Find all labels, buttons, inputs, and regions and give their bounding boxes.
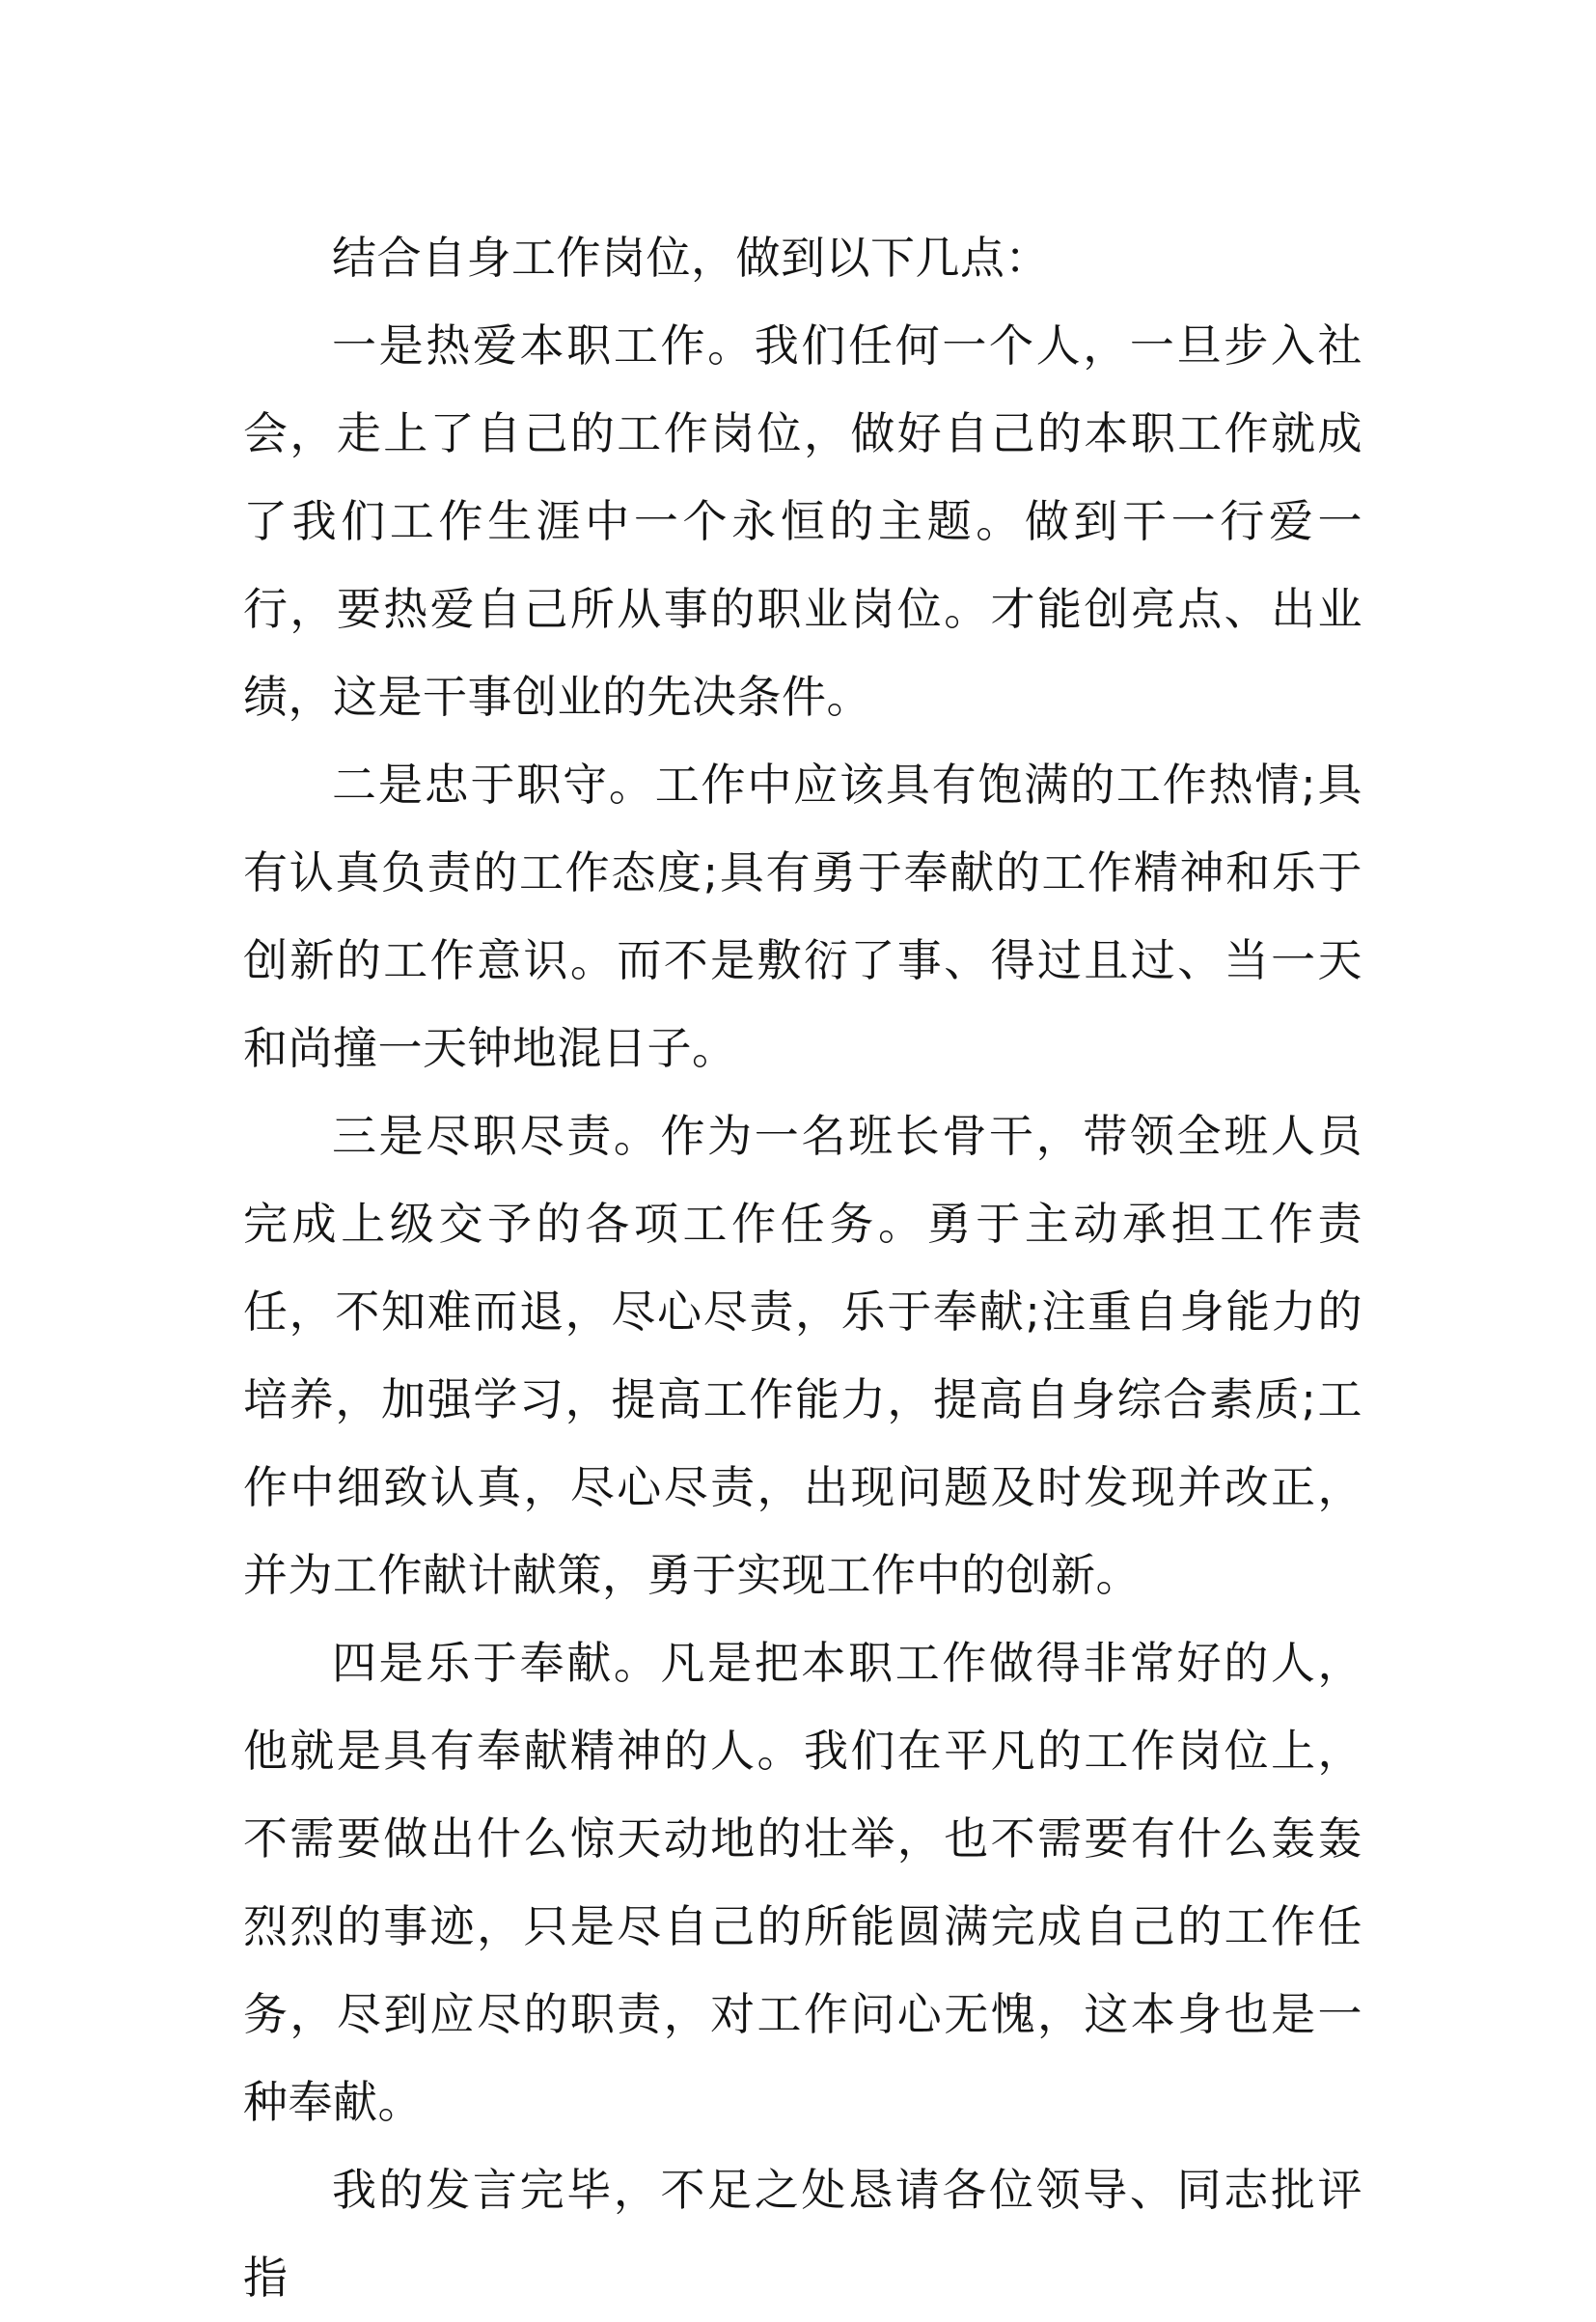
paragraph-point-1: 一是热爱本职工作。我们任何一个人，一旦步入社会，走上了自己的工作岗位，做好自己的本职工作就成了我们工作生涯中一个永恒的主题。做到干一行爱一行，要热爱自己所从事的职业岗位。才能创亮点、出业绩，这是干事创业的先决条件。 — [243, 319, 1362, 723]
paragraph-point-2: 二是忠于职守。工作中应该具有饱满的工作热情;具有认真负责的工作态度;具有勇于奉献的工作精神和乐于创新的工作意识。而不是敷衍了事、得过且过、当一天和尚撞一天钟地混日子。 — [243, 759, 1362, 1074]
paragraph-intro: 结合自身工作岗位，做到以下几点： — [332, 232, 1050, 284]
paragraph-point-3: 三是尽职尽责。作为一名班长骨干，带领全班人员完成上级交予的各项工作任务。勇于主动承担工作责任，不知难而退，尽心尽责，乐于奉献;注重自身能力的培养，加强学习，提高工作能力，提高自身综合素质;工作中细致认真，尽心尽责，出现问题及时发现并改正，并为工作献计献策，勇于实现工作中的创新。 — [243, 1110, 1362, 1601]
document-body — [243, 214, 1362, 2322]
paragraph-closing: 我的发言完毕，不足之处恳请各位领导、同志批评指 — [243, 2164, 1362, 2304]
paragraph-point-4: 四是乐于奉献。凡是把本职工作做得非常好的人，他就是具有奉献精神的人。我们在平凡的工作岗位上，不需要做出什么惊天动地的壮举，也不需要有什么轰轰烈烈的事迹，只是尽自己的所能圆满完成自己的工作任务，尽到应尽的职责，对工作问心无愧，这本身也是一种奉献。 — [243, 1637, 1362, 2128]
